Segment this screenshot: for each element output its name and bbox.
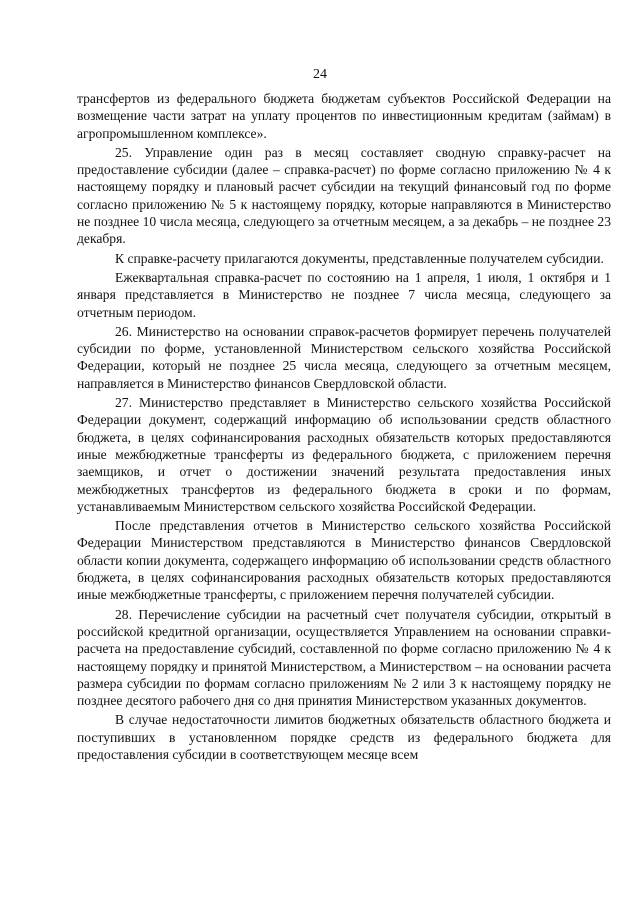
paragraph-attachments: К справке-расчету прилагаются документы, представленные получателем субсидии.	[115, 250, 604, 266]
paragraph-insufficient-limits: В случае недостаточности лимитов бюджетных обязательств областного бюджета и поступивших в установленном порядке средств из федерального бюджета для предоставления субсидии в соответствующем месяце всем	[77, 712, 611, 762]
paragraph-28: 28. Перечисление субсидии на расчетный счет получателя субсидии, открытый в российской кредитной организации, осуществляется Управлением на основании справки-расчета на предоставление субсидий, составленной по форме согласно приложению № 4 к настоящему порядку и принятой Министерством, а Министерством – на основании расчета размера субсидии по формам согласно приложениям № 2 или 3 к настоящему порядку не позднее десятого рабочего дня со дня принятия Министерством указанных документов.	[77, 606, 611, 709]
paragraph-quarterly: Ежеквартальная справка-расчет по состоянию на 1 апреля, 1 июля, 1 октября и 1 января представляется в Министерство не позднее 7 числа месяца, следующего за отчетным периодом.	[77, 269, 611, 320]
paragraph-25: 25. Управление один раз в месяц составляет сводную справку-расчет на предоставление субсидии (далее – справка-расчет) по форме согласно приложению № 4 к настоящему порядку и плановый расчет субсидии на текущий финансовый год по форме согласно приложению № 5 к настоящему порядку, которые направляются в Министерство не позднее 10 числа месяца, следующего за отчетным месяцем, а за декабрь – не позднее 23 декабря.	[77, 144, 611, 247]
paragraph-26: 26. Министерство на основании справок-расчетов формирует перечень получателей субсидии по форме, установленной Министерством сельского хозяйства Российской Федерации, который не позднее 25 числа месяца, следующего за отчетным месяцем, направляется в Министерство финансов Свердловской области.	[77, 323, 611, 391]
page-number: 24	[313, 67, 327, 82]
paragraph-27: 27. Министерство представляет в Министерство сельского хозяйства Российской Федерации документ, содержащий информацию об использовании средств областного бюджета, в целях софинансирования расходных обязательств которых предоставляются иные межбюджетные трансферты из федерального бюджета, с приложением перечня заемщиков, и отчет о достижении значений результата предоставления иных межбюджетных трансфертов из федерального бюджета в сроки и по формам, устанавливаемым Министерством сельского хозяйства Российской Федерации.	[77, 395, 611, 514]
document-body	[77, 90, 611, 763]
paragraph-after-reports: После представления отчетов в Министерство сельского хозяйства Российской Федерации Министерством представляются в Министерство финансов Свердловской области копии документа, содержащего информацию об использовании средств областного бюджета, в целях софинансирования расходных обязательств которых предоставляются иные межбюджетные трансферты, с приложением перечня получателей субсидии.	[77, 518, 611, 603]
paragraph-continuation: трансфертов из федерального бюджета бюджетам субъектов Российской Федерации на возмещение части затрат на уплату процентов по инвестиционным кредитам (займам) в агропромышленном комплексе».	[77, 91, 611, 141]
